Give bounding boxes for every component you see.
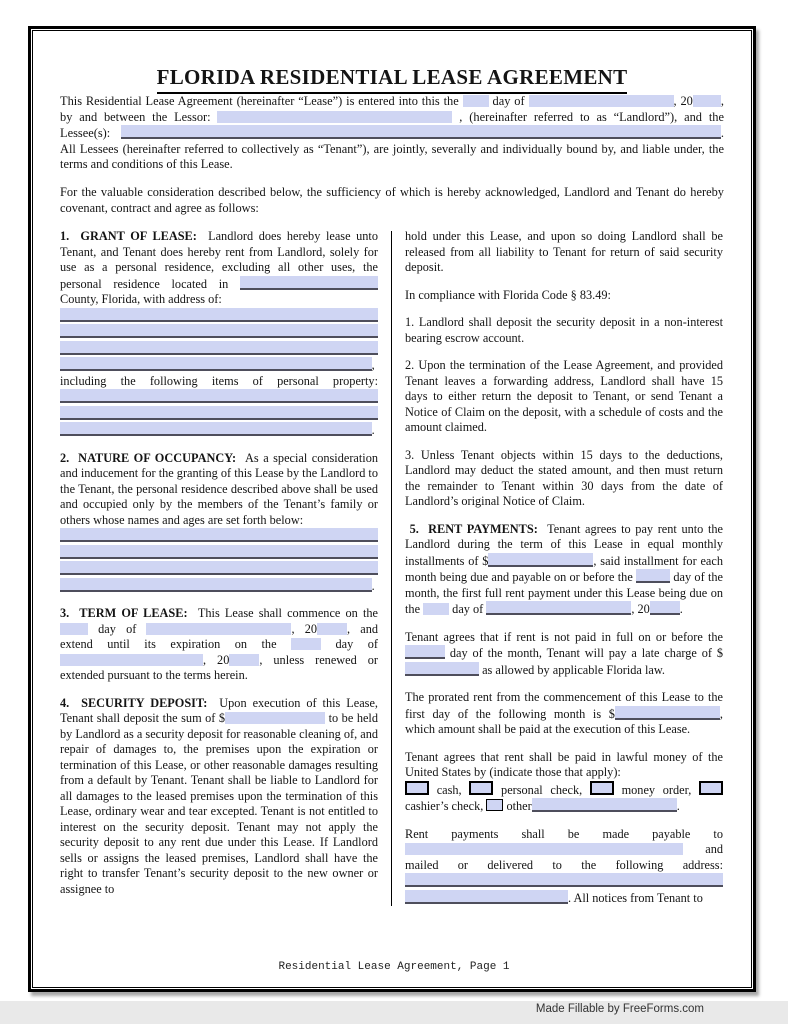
occupant-line-field[interactable]: [60, 578, 372, 592]
text-run: , by and between the Lessor:: [60, 94, 724, 124]
payee-name-field[interactable]: [405, 843, 683, 855]
text-run: , and extend until its expiration on the: [60, 621, 378, 652]
section-security-deposit: [60, 696, 378, 898]
security-deposit-amount-field[interactable]: [225, 712, 325, 724]
text-run: As a special consideration and inducement for the granting of this Lease by the Landlord to the Tenant, the personal residence described above shall be used and occupied only by the members of the Tenant’s family or others whose names and ages are set forth below:: [60, 450, 379, 527]
prorated-rent-amount-field[interactable]: [615, 706, 720, 720]
section-term-of-lease: [60, 606, 378, 684]
personal-property-line-field[interactable]: [60, 406, 378, 420]
commence-month-field[interactable]: [146, 623, 291, 635]
expiration-month-field[interactable]: [60, 654, 203, 666]
personal-property-line-field[interactable]: [60, 389, 378, 403]
occupant-line-field[interactable]: [60, 545, 378, 559]
text-run: hold under this Lease, and upon so doing Landlord shall be released from all liability to Tenant for return of said security deposit.: [405, 229, 723, 275]
address-line-field[interactable]: [60, 341, 378, 355]
monthly-rent-amount-field[interactable]: [488, 553, 593, 567]
text-run: 5. RENT PAYMENTS:: [405, 521, 548, 536]
prorated-rent-paragraph: [405, 690, 723, 738]
page-content: [32, 30, 752, 988]
florida-code-compliance: [405, 288, 723, 304]
column-divider: [391, 231, 392, 906]
text-run: . All Lessees (hereinafter referred to collectively as “Tenant”), are jointly, severally and individually bound by, and liable under, the terms and conditions of this Lease.: [60, 126, 724, 172]
text-run: This Lease shall commence on the: [197, 606, 378, 621]
compliance-item-1: [405, 315, 723, 346]
rent-due-day-field[interactable]: [636, 569, 670, 583]
payment-address-line-field[interactable]: [405, 873, 723, 887]
address-line-field[interactable]: [60, 357, 372, 371]
text-run: , 20: [631, 602, 650, 617]
payment-address-line-field[interactable]: [405, 890, 568, 904]
page-border-frame: [28, 26, 756, 992]
address-line-field[interactable]: [60, 324, 378, 338]
text-run: day of: [449, 602, 487, 617]
text-run: personal check,: [493, 782, 590, 797]
right-column: [405, 229, 723, 906]
first-payment-day-field[interactable]: [423, 603, 449, 615]
text-run: , 20: [203, 652, 230, 667]
text-run: . All notices from Tenant to: [568, 890, 703, 905]
text-run: Tenant agrees that rent shall be paid in lawful money of the United States by (indicate those that apply):: [405, 749, 723, 780]
text-run: cashier’s check,: [405, 799, 487, 814]
text-run: to be held by Landlord as a security deposit for reasonable cleaning of, and repair of damages to, the premises upon the expiration or termination of this Lease, or other reasonable damages resulting from a default by Tenant. Tenant shall be liable to Landlord for all damages to the leased premises upon the termination of this Lease, ordinary wear and tear excepted. Tenant is not entitled to interest on the security deposit. Tenant may not apply the security deposit to any rent due under this Lease. If Landlord sells or assigns the leased premises, Landlord shall have the right to transfer Tenant’s security deposit to the new owner or assignee to: [60, 711, 378, 896]
first-payment-year-field[interactable]: [650, 601, 680, 615]
text-run: .: [371, 423, 375, 438]
expiration-year-field[interactable]: [229, 654, 259, 666]
text-run: , 20: [291, 621, 317, 636]
text-run: Rent payments shall be made payable to: [405, 826, 723, 841]
text-run: 2. NATURE OF OCCUPANCY:: [60, 450, 246, 465]
section-grant-of-lease: [60, 229, 378, 308]
checkbox-cash[interactable]: [405, 781, 429, 795]
late-charge-paragraph: [405, 630, 723, 679]
freeforms-credit: Made Fillable by FreeForms.com: [535, 1003, 704, 1015]
text-run: 4. SECURITY DEPOSIT:: [60, 695, 220, 710]
text-run: and mailed or delivered to the following address:: [405, 842, 723, 872]
text-run: cash,: [429, 782, 470, 797]
personal-property-line-field[interactable]: [60, 422, 372, 436]
text-run: .: [371, 578, 375, 593]
text-run: 1. GRANT OF LEASE:: [60, 229, 209, 244]
text-run: 3. TERM OF LEASE:: [60, 606, 198, 621]
compliance-item-3: [405, 448, 723, 510]
payment-methods-paragraph: [405, 750, 723, 815]
text-run: In compliance with Florida Code § 83.49:: [405, 287, 611, 302]
checkbox-money-order[interactable]: [590, 781, 614, 795]
compliance-item-2: [405, 358, 723, 436]
text-run: County, Florida, with address of:: [60, 292, 222, 307]
text-run: including the following items of personal property:: [60, 373, 378, 388]
security-deposit-continued: [405, 229, 723, 276]
section-rent-payments: [405, 522, 723, 618]
text-run: 2. Upon the termination of the Lease Agreement, and provided Tenant leaves a forwarding address, Landlord shall have 15 days to either return the deposit to Tenant, or send Tenant a Notice of Claim on the deposit, with a schedule of costs and the amount claimed.: [405, 358, 723, 435]
late-charge-amount-field[interactable]: [405, 662, 479, 676]
checkbox-personal-check[interactable]: [469, 781, 493, 795]
text-run: day of: [488, 94, 529, 108]
text-run: This Residential Lease Agreement (hereinafter “Lease”) is entered into this the: [60, 94, 463, 108]
payable-to-paragraph: [405, 827, 723, 907]
text-run: day of the month, the first full rent payment under this Lease being due on the: [405, 570, 723, 617]
text-run: .: [679, 602, 683, 617]
checkbox-other[interactable]: [486, 799, 503, 811]
first-payment-month-field[interactable]: [486, 601, 631, 615]
occupant-lines: [60, 528, 378, 594]
two-column-body: [60, 229, 724, 906]
expiration-day-field[interactable]: [291, 638, 321, 650]
text-run: , (hereinafter referred to as “Landlord”), and the Lessee(s):: [60, 109, 724, 141]
title-row: [60, 65, 724, 94]
section-nature-of-occupancy: [60, 451, 378, 529]
left-column: [60, 229, 378, 906]
text-run: .: [676, 799, 680, 814]
text-run: Upon execution of this Lease, Tenant shall deposit the sum of $: [60, 695, 378, 726]
text-run: Tenant agrees that if rent is not paid in full on or before the: [405, 629, 723, 644]
occupant-line-field[interactable]: [60, 561, 378, 575]
late-day-field[interactable]: [405, 645, 445, 659]
text-run: The prorated rent from the commencement of this Lease to the first day of the following month is $: [405, 690, 723, 721]
document-title: FLORIDA RESIDENTIAL LEASE AGREEMENT: [157, 65, 628, 94]
month-field[interactable]: [529, 95, 674, 107]
text-run: 3. Unless Tenant objects within 15 days to the deductions, Landlord may deduct the stated amount, and then must return the remainder to Tenant within 30 days from the date of Landlord’s original Notice of Claim.: [405, 447, 723, 509]
address-lines: [60, 308, 378, 374]
day-field[interactable]: [463, 95, 489, 107]
consideration-paragraph: For the valuable consideration described below, the sufficiency of which is hereby acknowledged, Landlord and Tenant do hereby covenant, contract and agree as follows:: [60, 184, 724, 215]
text-run: as allowed by applicable Florida law.: [479, 662, 665, 677]
personal-property-lines: [60, 374, 378, 439]
text-run: ,: [371, 358, 375, 373]
lessor-name-field[interactable]: [217, 111, 452, 123]
text-run: money order,: [613, 782, 699, 797]
text-run: day of: [321, 637, 378, 652]
text-run: , 20: [673, 94, 693, 108]
intro-paragraph: [60, 94, 724, 173]
text-run: Tenant agrees to pay rent unto the Landlord during the term of this Lease in equal monthly installments of $: [405, 521, 723, 568]
text-run: Landlord does hereby lease unto Tenant, and Tenant does hereby rent from Landlord, solely for use as a personal residence, excluding all other uses, the personal residence located in: [60, 229, 378, 291]
commence-day-field[interactable]: [60, 623, 88, 635]
text-run: , unless renewed or extended pursuant to the terms herein.: [60, 652, 378, 683]
checkbox-cashiers-check[interactable]: [699, 781, 723, 795]
commence-year-field[interactable]: [317, 623, 347, 635]
text-run: day of the month, Tenant will pay a late charge of $: [445, 646, 723, 661]
year-field[interactable]: [693, 95, 721, 107]
text-run: , said installment for each month being due and payable on or before the: [405, 553, 723, 585]
text-run: , which amount shall be paid at the execution of this Lease.: [405, 706, 723, 737]
county-field[interactable]: [240, 276, 378, 290]
text-run: other: [503, 799, 532, 814]
occupant-line-field[interactable]: [60, 528, 378, 542]
address-line-field[interactable]: [60, 308, 378, 322]
lessee-names-field[interactable]: [121, 125, 721, 139]
page-footer: Residential Lease Agreement, Page 1: [278, 961, 510, 973]
text-run: 1. Landlord shall deposit the security deposit in a non-interest bearing escrow account.: [405, 315, 723, 345]
other-payment-method-field[interactable]: [532, 798, 677, 812]
text-run: day of: [88, 621, 147, 636]
